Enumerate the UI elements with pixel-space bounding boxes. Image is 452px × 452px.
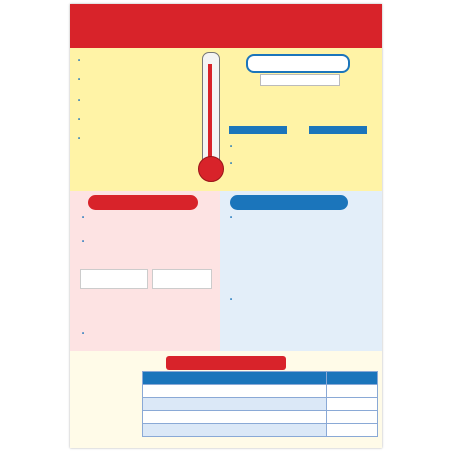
ordering-bullet-1: • xyxy=(230,215,233,221)
number-line-bullet-2: • xyxy=(230,161,233,167)
using-table xyxy=(142,371,378,437)
intro-bullet-5: • xyxy=(78,136,81,142)
absolute-bullet-2: • xyxy=(82,239,85,245)
thermometer-scale xyxy=(202,54,210,162)
title-bar xyxy=(70,4,382,48)
absolute-bullet-1: • xyxy=(82,215,85,221)
absolute-eq-2 xyxy=(152,269,212,289)
number-line-absolute xyxy=(74,295,218,327)
col-integer xyxy=(327,372,378,385)
ordering-bullet-2: • xyxy=(230,297,233,303)
sequence-ordered xyxy=(226,305,380,327)
negative-integers-label xyxy=(229,126,287,134)
table-row xyxy=(143,424,378,437)
using-table-header xyxy=(143,372,378,385)
absolute-value-header xyxy=(88,195,198,210)
table-row xyxy=(143,385,378,398)
thermometer-bulb xyxy=(198,156,224,182)
number-line-bullet-1: • xyxy=(230,144,233,150)
sequence-unordered xyxy=(226,241,380,261)
intro-bullet-2: • xyxy=(78,77,81,83)
absolute-bullet-3: • xyxy=(82,331,85,337)
intro-bullet-1: • xyxy=(78,58,81,64)
col-example xyxy=(143,372,327,385)
table-row xyxy=(143,411,378,424)
table-row xyxy=(143,398,378,411)
intro-bullet-4: • xyxy=(78,117,81,123)
intro-panel xyxy=(70,48,382,191)
number-line-header xyxy=(246,54,350,73)
positive-integers-label xyxy=(309,126,367,134)
number-line-ordering xyxy=(224,267,380,293)
poster xyxy=(70,4,382,448)
absolute-eq-1 xyxy=(80,269,148,289)
opposites-box xyxy=(260,74,340,86)
ordering-panel xyxy=(220,191,382,351)
absolute-value-panel xyxy=(70,191,220,351)
intro-bullet-3: • xyxy=(78,98,81,104)
using-header xyxy=(166,356,286,370)
ordering-header xyxy=(230,195,348,210)
